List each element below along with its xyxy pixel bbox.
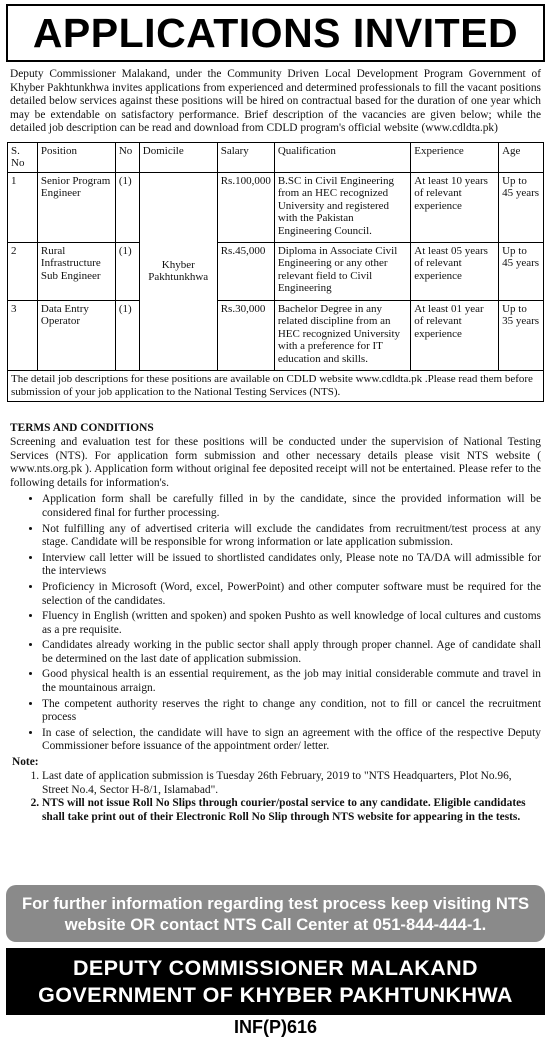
cell-position: Rural Infrastructure Sub Engineer — [37, 242, 115, 300]
cell-position: Senior Program Engineer — [37, 172, 115, 242]
table-row — [8, 300, 544, 370]
list-item: • In case of selection, the candidate will have to sign an agreement with the office of the respective Deputy Commissioner before issuance of the appointment order/ letter. — [42, 727, 541, 754]
header-domicile: Domicile — [139, 142, 217, 172]
header-sno: S. No — [8, 142, 38, 172]
list-item: • The competent authority reserves the right to change any condition, not to fill or cancel the recruitment process — [42, 698, 541, 725]
header-age: Age — [499, 142, 544, 172]
cell-no: (1) — [115, 300, 139, 370]
authority-banner — [6, 948, 545, 1015]
cell-qualification: Bachelor Degree in any related discipline from an HEC recognized University with a preference for IT education and skills. — [274, 300, 410, 370]
cell-no: (1) — [115, 242, 139, 300]
vacancy-table — [7, 142, 544, 371]
cell-salary: Rs.45,000 — [217, 242, 274, 300]
cell-salary: Rs.100,000 — [217, 172, 274, 242]
authority-line-1: DEPUTY COMMISSIONER MALAKAND — [73, 955, 478, 980]
list-item: • Not fulfilling any of advertised criteria will exclude the candidates from recruitment/test process at any stage. Candidate will be responsible for wrong information or late application submission. — [42, 523, 541, 550]
terms-intro: Screening and evaluation test for these positions will be conducted under the supervision of National Testing Services (NTS). For application form submission and other necessary details please visit NTS website ( www.nts.org.pk ). Application form without original fee deposited receipt will not be entertained. Please refer to the following details for information's. — [10, 435, 541, 489]
info-line-2: website OR contact NTS Call Center at 051-844-444-1. — [64, 914, 487, 934]
list-item: • Application form shall be carefully filled in by the candidate, since the provided information will be considered final for further processing. — [42, 493, 541, 520]
header-no: No — [115, 142, 139, 172]
cell-sno: 2 — [8, 242, 38, 300]
cell-age: Up to 45 years — [499, 242, 544, 300]
cell-experience: At least 05 years of relevant experience — [411, 242, 499, 300]
cell-age: Up to 45 years — [499, 172, 544, 242]
title-banner — [6, 4, 545, 62]
cell-domicile: Khyber Pakhtunkhwa — [139, 172, 217, 370]
cell-experience: At least 01 year of relevant experience — [411, 300, 499, 370]
list-item: 1. Last date of application submission is Tuesday 26th February, 2019 to "NTS Headquarters, Plot No.96, Street No.4, Sector H-8/1, Islamabad". — [42, 770, 541, 797]
cell-qualification: B.SC in Civil Engineering from an HEC recognized University and registered with the Pakistan Engineering Council. — [274, 172, 410, 242]
list-item: • Interview call letter will be issued to shortlisted candidates only, Please note no TA/DA will admissible for the interviews — [42, 552, 541, 579]
intro-paragraph: Deputy Commissioner Malakand, under the Community Driven Local Development Program Government of Khyber Pakhtunkhwa invites applications from experienced and determined professionals to fill the vacant positions detailed below services against these positions will be hired on contractual based for the duration of one year which may be extendable on satisfactory performance. Brief description of the vacancies are given below; while the detailed job description can be read and download from CDLD program's official website (www.cdldta.pk) — [10, 68, 541, 135]
list-item: • Good physical health is an essential requirement, as the job may initial considerable commute and travel in the mountainous arraign. — [42, 668, 541, 695]
cell-sno: 1 — [8, 172, 38, 242]
header-position: Position — [37, 142, 115, 172]
authority-line-2: GOVERNMENT OF KHYBER PAKHTUNKHWA — [38, 982, 513, 1007]
header-salary: Salary — [217, 142, 274, 172]
table-header-row — [8, 142, 544, 172]
cell-sno: 3 — [8, 300, 38, 370]
page-title: APPLICATIONS INVITED — [32, 9, 519, 56]
list-item: 2. NTS will not issue Roll No Slips through courier/postal service to any candidate. Eligible candidates shall take print out of their Electronic Roll No Slip through NTS website for appearing in the tests. — [42, 797, 541, 824]
terms-list — [14, 493, 541, 754]
cell-qualification: Diploma in Associate Civil Engineering or any other relevant field to Civil Engineering — [274, 242, 410, 300]
cell-age: Up to 35 years — [499, 300, 544, 370]
info-banner — [6, 885, 545, 942]
notes-list — [12, 770, 541, 824]
cell-experience: At least 10 years of relevant experience — [411, 172, 499, 242]
header-experience: Experience — [411, 142, 499, 172]
list-item: • Candidates already working in the public sector shall apply through proper channel. Age of candidate shall be determined on the last date of application submission. — [42, 639, 541, 666]
info-line-1: For further information regarding test process keep visiting NTS — [21, 893, 530, 913]
table-row — [8, 242, 544, 300]
terms-heading: TERMS AND CONDITIONS — [10, 421, 154, 434]
reference-number: INF(P)616 — [233, 1017, 318, 1037]
cell-salary: Rs.30,000 — [217, 300, 274, 370]
table-footnote: The detail job descriptions for these positions are available on CDLD website www.cdldta.pk .Please read them before submission of your job application to the National Testing Services (NTS). — [7, 371, 544, 402]
note-heading: Note: — [12, 756, 39, 769]
cell-no: (1) — [115, 172, 139, 242]
list-item: • Proficiency in Microsoft (Word, excel, PowerPoint) and other computer software must be required for the selection of the candidates. — [42, 581, 541, 608]
list-item: • Fluency in English (written and spoken) and spoken Pushto as well knowledge of local cultures and customs as a pre requisite. — [42, 610, 541, 637]
header-qualification: Qualification — [274, 142, 410, 172]
cell-position: Data Entry Operator — [37, 300, 115, 370]
table-row — [8, 172, 544, 242]
